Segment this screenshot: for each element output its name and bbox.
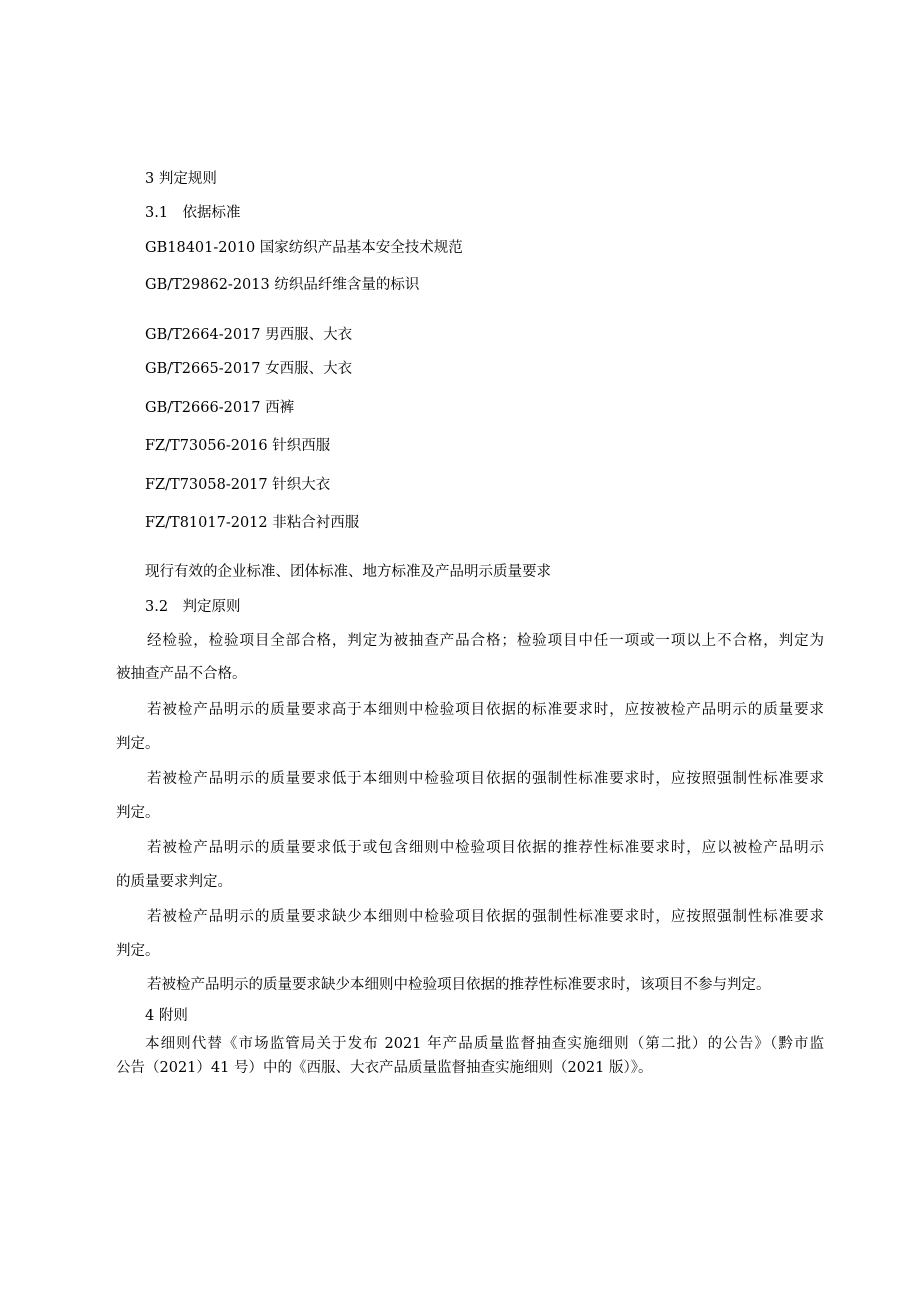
standard-item: GB/T2666-2017 西裤 [145, 400, 295, 416]
paragraph-line: 若被检产品明示的质量要求低于或包含细则中检验项目依据的推荐性标准要求时，应以被检产品明示 [147, 840, 824, 856]
paragraph-line: 公告（2021）41 号）中的《西服、大衣产品质量监督抽查实施细则（2021 版）》。 [116, 1060, 653, 1076]
standard-item: FZ/T73056-2016 针织西服 [145, 438, 331, 454]
paragraph-line: 本细则代替《市场监管局关于发布 2021 年产品质量监督抽查实施细则（第二批）的公告》（黔市监 [145, 1036, 824, 1052]
paragraph-line: 判定。 [116, 805, 160, 821]
paragraph-line: 若被检产品明示的质量要求低于本细则中检验项目依据的强制性标准要求时，应按照强制性标准要求 [147, 771, 824, 787]
paragraph-line: 被抽查产品不合格。 [116, 666, 247, 682]
standard-item: GB/T2664-2017 男西服、大衣 [145, 327, 353, 343]
standard-item: GB18401-2010 国家纺织产品基本安全技术规范 [145, 240, 463, 256]
paragraph-line: 判定。 [116, 943, 160, 959]
paragraph-line: 判定。 [116, 736, 160, 752]
standard-item: FZ/T81017-2012 非粘合衬西服 [145, 515, 360, 531]
paragraph-line: 经检验，检验项目全部合格，判定为被抽查产品合格；检验项目中任一项或一项以上不合格，判定为 [147, 633, 824, 649]
section-3-heading: 3 判定规则 [145, 171, 217, 187]
paragraph-line: 若被检产品明示的质量要求缺少本细则中检验项目依据的强制性标准要求时，应按照强制性标准要求 [147, 909, 824, 925]
standard-item: GB/T29862-2013 纺织品纤维含量的标识 [145, 277, 420, 293]
standard-item: FZ/T73058-2017 针织大衣 [145, 477, 331, 493]
section-3-1-heading: 3.1 依据标准 [145, 205, 241, 221]
paragraph-line: 的质量要求判定。 [116, 874, 232, 890]
section-3-2-heading: 3.2 判定原则 [145, 599, 241, 615]
paragraph-line: 若被检产品明示的质量要求高于本细则中检验项目依据的标准要求时，应按被检产品明示的质量要求 [147, 702, 824, 718]
paragraph-line: 若被检产品明示的质量要求缺少本细则中检验项目依据的推荐性标准要求时，该项目不参与判定。 [147, 977, 771, 993]
section-4-heading: 4 附则 [145, 1008, 188, 1024]
standard-item: GB/T2665-2017 女西服、大衣 [145, 361, 353, 377]
standards-note: 现行有效的企业标准、团体标准、地方标准及产品明示质量要求 [145, 564, 551, 580]
